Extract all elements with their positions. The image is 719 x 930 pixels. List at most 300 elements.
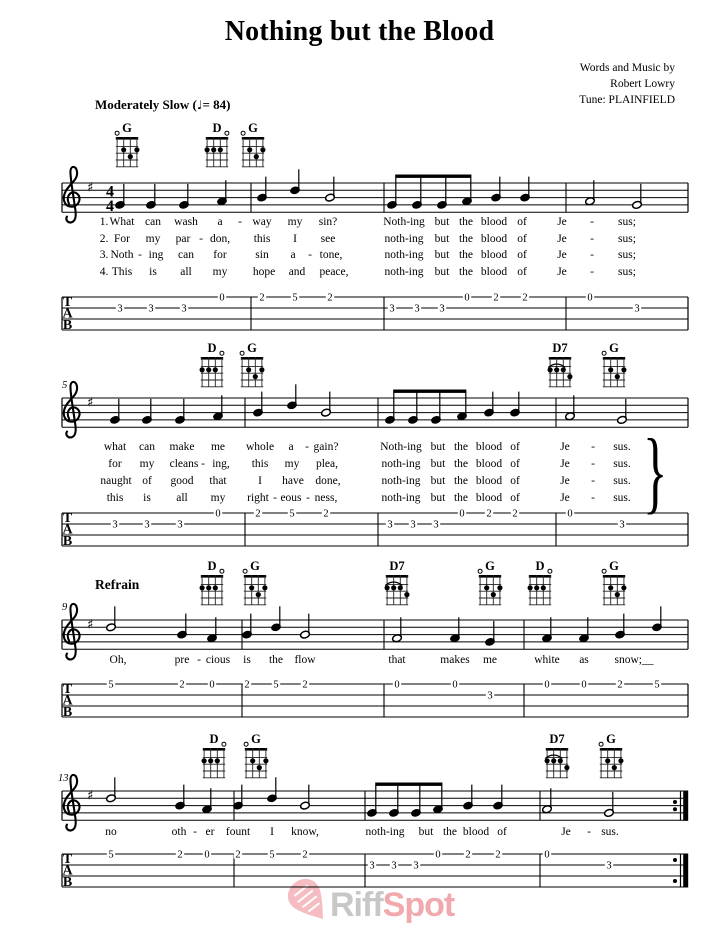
lyric-syllable: my [212, 266, 228, 278]
system-4 [62, 732, 688, 890]
tab-fret-number: 0 [544, 679, 550, 691]
chord-dot [551, 758, 556, 763]
chord-dot [605, 758, 610, 763]
lyric-syllable: gain? [313, 441, 339, 453]
chord-diagram-G [599, 732, 623, 778]
lyric-syllable: what [103, 441, 127, 453]
lyric-syllable: of [517, 266, 527, 278]
lyric-syllable: the [458, 266, 474, 278]
tab-letter-A: A [62, 522, 73, 538]
tab-fret-number: 0 [459, 508, 465, 520]
lyric-syllable: - [308, 249, 312, 261]
lyric-syllable: makes [440, 654, 470, 666]
tab-fret-number: 2 [495, 849, 501, 861]
chord-dot [385, 585, 390, 590]
tab-fret-number: 5 [108, 679, 114, 691]
note [300, 785, 311, 810]
chord-nut [201, 575, 223, 578]
note [367, 786, 378, 818]
chord-dot [259, 367, 264, 372]
chord-nut [206, 137, 228, 140]
lyric-syllable: Je [560, 475, 570, 487]
note [493, 785, 504, 810]
chord-diagram-G [240, 341, 264, 387]
credit-line-2: Robert Lowry [610, 78, 675, 90]
lyric-syllable: Oh, [109, 654, 127, 666]
lyric-syllable: but [434, 266, 450, 278]
chord-dot [254, 154, 259, 159]
tab-fret-number: 2 [522, 292, 528, 304]
chord-dot [263, 758, 268, 763]
open-string-marker [478, 569, 482, 573]
tab-letter-T: T [62, 295, 73, 310]
chord-diagram-D [200, 341, 224, 387]
lyric-syllable: - [306, 492, 310, 504]
lyric-syllable: fount [225, 826, 251, 838]
beam [375, 783, 442, 786]
repeat-dot [673, 858, 677, 862]
lyric-syllable: can [139, 441, 155, 453]
tab-letter-A: A [62, 306, 73, 322]
lyric-syllable: the [458, 249, 474, 261]
lyric-syllable: this [251, 458, 269, 470]
note [652, 606, 663, 631]
lyric-syllable: my [145, 233, 161, 245]
chord-diagram-D [200, 559, 224, 605]
tempo-label: Moderately Slow [95, 97, 190, 112]
note [271, 606, 282, 631]
lyric-syllable: - [138, 249, 142, 261]
lyric-syllable: of [517, 249, 527, 261]
chord-name-label: G [609, 341, 619, 355]
tab-fret-number: 5 [654, 679, 660, 691]
lyric-syllable: for [213, 249, 227, 261]
tab-fret-number: 2 [302, 679, 308, 691]
tab-fret-number: 2 [512, 508, 518, 520]
note [175, 399, 186, 424]
lyric-syllable: sin? [318, 216, 338, 228]
tab-fret-number: 2 [302, 849, 308, 861]
chord-dot [121, 147, 126, 152]
tab-letter-B: B [62, 874, 73, 890]
key-signature-sharp: ♯ [87, 180, 94, 196]
lyric-syllable: blood [475, 458, 503, 470]
chord-dot [548, 367, 553, 372]
open-string-marker [225, 131, 229, 135]
lyric-syllable: - [273, 492, 277, 504]
chord-dot [534, 585, 539, 590]
song-title: Nothing but the Blood [224, 16, 495, 47]
note [542, 617, 553, 642]
tab-fret-number: 3 [433, 519, 439, 531]
lyric-syllable: I [270, 826, 274, 838]
tab-letter-T: T [62, 852, 73, 867]
chord-dot [134, 147, 139, 152]
chord-dot [206, 367, 211, 372]
lyric-syllable: this [253, 233, 271, 245]
measure-number: 9 [62, 602, 68, 613]
lyric-syllable: but [418, 826, 434, 838]
final-thick-barline [683, 791, 688, 821]
lyric-syllable: sus. [613, 492, 631, 504]
note [542, 788, 553, 813]
time-signature-bottom: 4 [106, 198, 114, 215]
tab-fret-number: 2 [493, 292, 499, 304]
chord-dot [564, 765, 569, 770]
chord-dot [621, 585, 626, 590]
chord-dot [567, 374, 572, 379]
chord-dot [491, 592, 496, 597]
lyric-syllable: - [590, 233, 594, 245]
lyric-syllable: the [453, 492, 469, 504]
chord-nut [201, 357, 223, 360]
watermark-pick-icon [282, 873, 336, 930]
lyric-syllable: sus; [618, 266, 636, 278]
lyric-syllable: Je [557, 233, 567, 245]
lyric-syllable: - [591, 475, 595, 487]
lyric-syllable: - [590, 266, 594, 278]
note [115, 184, 126, 209]
lyric-syllable: flow [294, 654, 316, 666]
chord-nut [603, 357, 625, 360]
tab-fret-number: 0 [581, 679, 587, 691]
lyric-syllable: noth-ing [381, 475, 421, 487]
tab-letter-B: B [62, 317, 73, 333]
lyric-syllable: but [434, 249, 450, 261]
lyric-syllable: but [430, 475, 446, 487]
tab-letter-B: B [62, 704, 73, 720]
tab-fret-number: 3 [414, 303, 420, 315]
note [177, 614, 188, 639]
lyric-syllable: but [430, 441, 446, 453]
tab-fret-number: 2 [465, 849, 471, 861]
lyric-syllable: 1. [99, 216, 109, 228]
chord-diagram-G [602, 341, 626, 387]
open-string-marker [115, 131, 119, 135]
tab-fret-number: 2 [177, 849, 183, 861]
chord-dot [561, 367, 566, 372]
tab-staff [62, 292, 688, 333]
chord-dot [615, 592, 620, 597]
note [615, 614, 626, 639]
tempo-paren: ( [189, 97, 197, 112]
note [408, 393, 419, 425]
lyric-syllable: but [434, 216, 450, 228]
lyric-syllable: blood [480, 216, 508, 228]
chord-dot [206, 585, 211, 590]
note [106, 777, 117, 802]
note [106, 606, 117, 631]
key-signature-sharp: ♯ [87, 395, 94, 411]
lyric-syllable: wash [174, 216, 198, 228]
note [385, 393, 396, 425]
note [585, 180, 596, 205]
tab-staff [62, 849, 688, 890]
lyric-syllable: have [282, 475, 304, 487]
lyric-syllable: is [149, 266, 157, 278]
lyric-syllable: - [201, 458, 205, 470]
note [389, 786, 400, 818]
chord-dot [128, 154, 133, 159]
chord-diagram-G [243, 559, 267, 605]
lyric-syllable: and [288, 266, 306, 278]
lyric-syllable: done, [315, 475, 341, 487]
tab-fret-number: 3 [391, 860, 397, 872]
lyric-syllable: the [453, 475, 469, 487]
lyric-syllable: a [217, 216, 223, 228]
open-string-marker [602, 351, 606, 355]
tab-fret-number: 2 [617, 679, 623, 691]
chord-diagram-D [205, 121, 229, 167]
open-string-marker [240, 351, 244, 355]
chord-name-label: G [606, 732, 616, 746]
lyric-syllable: of [510, 475, 520, 487]
tab-fret-number: 2 [235, 849, 241, 861]
lyric-syllable: the [268, 654, 284, 666]
chord-dot [256, 592, 261, 597]
chord-dot [608, 367, 613, 372]
chord-diagram-G [115, 121, 139, 167]
tab-fret-number: 0 [435, 849, 441, 861]
staff [62, 604, 688, 659]
tab-fret-number: 0 [587, 292, 593, 304]
lyric-syllable: - [590, 216, 594, 228]
note [142, 399, 153, 424]
tab-fret-number: 5 [108, 849, 114, 861]
note [412, 178, 423, 210]
lyric-syllable: plea, [315, 458, 339, 470]
chord-dot [257, 765, 262, 770]
staff [62, 167, 688, 222]
chord-name-label: D7 [389, 559, 405, 573]
lyric-syllable: can [178, 249, 194, 261]
lyric-syllable: cious [205, 654, 231, 666]
open-string-marker [244, 742, 248, 746]
tab-fret-number: 2 [244, 679, 250, 691]
lyric-syllable: see [320, 233, 336, 245]
lyric-syllable: whole [245, 441, 275, 453]
lyric-syllable: no [105, 826, 117, 838]
lyric-syllable: the [442, 826, 458, 838]
lyric-syllable: blood [480, 249, 508, 261]
lyric-syllable: I [293, 233, 297, 245]
lyric-syllable: noth-ing [384, 233, 424, 245]
note [437, 178, 448, 210]
lyric-syllable: eous [280, 492, 302, 504]
lyric-syllable: of [517, 216, 527, 228]
chord-dot [554, 367, 559, 372]
lyric-syllable: - [591, 492, 595, 504]
lyric-syllable: know, [291, 826, 319, 838]
lyric-syllable: of [510, 458, 520, 470]
open-string-marker [220, 351, 224, 355]
chord-diagram-D [202, 732, 226, 778]
lyric-syllable: noth-ing [365, 826, 405, 838]
lyric-syllable: er [205, 826, 215, 838]
tab-staff [62, 508, 688, 549]
chord-name-label: G [485, 559, 495, 573]
lyric-syllable: make [169, 441, 195, 453]
tab-fret-number: 0 [464, 292, 470, 304]
chord-dot [200, 367, 205, 372]
lyric-syllable: sus. [601, 826, 619, 838]
chord-name-label: D [535, 559, 545, 573]
credit-line-3: Tune: PLAINFIELD [579, 94, 675, 106]
chord-dot [618, 758, 623, 763]
chord-nut [245, 748, 267, 751]
lyric-syllable: that [388, 654, 406, 666]
chord-dot [558, 758, 563, 763]
chord-dot [398, 585, 403, 590]
note [484, 392, 495, 417]
measure-number: 13 [58, 773, 69, 784]
lyric-syllable: a [288, 441, 294, 453]
note [463, 785, 474, 810]
tab-fret-number: 0 [567, 508, 573, 520]
chord-nut [549, 357, 571, 360]
lyric-syllable: - [199, 233, 203, 245]
credits-block [579, 60, 675, 108]
lyric-syllable: blood [475, 475, 503, 487]
tab-fret-number: 5 [289, 508, 295, 520]
key-signature-sharp: ♯ [87, 788, 94, 804]
chord-diagram-D7 [385, 559, 410, 605]
open-string-marker [222, 742, 226, 746]
lyric-syllable: but [430, 492, 446, 504]
final-thick-barline [683, 854, 688, 888]
tab-fret-number: 3 [177, 519, 183, 531]
tab-fret-number: 5 [273, 679, 279, 691]
chord-nut [386, 575, 408, 578]
tab-fret-number: 5 [269, 849, 275, 861]
open-string-marker [241, 131, 245, 135]
chord-dot [200, 585, 205, 590]
chord-dot [208, 758, 213, 763]
open-string-marker [599, 742, 603, 746]
tab-fret-number: 3 [148, 303, 154, 315]
tab-fret-number: 3 [413, 860, 419, 872]
lyric-syllable: noth-ing [384, 266, 424, 278]
open-string-marker [548, 569, 552, 573]
lyric-syllable: Noth [110, 249, 134, 261]
note [565, 395, 576, 420]
chord-dot [612, 765, 617, 770]
lyric-syllable: Noth-ing [380, 441, 422, 453]
note [579, 617, 590, 642]
lyric-syllable: Je [560, 492, 570, 504]
lyric-syllable: Je [557, 266, 567, 278]
chord-name-label: D [207, 341, 217, 355]
tab-letter-A: A [62, 693, 73, 709]
chord-name-label: D [209, 732, 219, 746]
tab-fret-number: 0 [544, 849, 550, 861]
tab-fret-number: 3 [117, 303, 123, 315]
chord-nut [529, 575, 551, 578]
lyric-syllable: cleans [169, 458, 199, 470]
note [520, 177, 531, 202]
tab-fret-number: 0 [394, 679, 400, 691]
lyric-syllable: don, [209, 233, 231, 245]
chord-dot [213, 585, 218, 590]
lyric-syllable: blood [475, 441, 503, 453]
note [411, 786, 422, 818]
chord-dot [541, 585, 546, 590]
note [457, 393, 468, 421]
lyric-syllable: What [109, 216, 135, 228]
lyric-syllable: my [210, 492, 226, 504]
lyric-syllable: naught [100, 475, 132, 487]
lyric-syllable: noth-ing [381, 492, 421, 504]
lyric-syllable: a [290, 249, 296, 261]
lyric-syllable: 2. [99, 233, 109, 245]
quarter-note-icon: ♩ [196, 98, 203, 112]
tab-fret-number: 2 [259, 292, 265, 304]
chord-diagram-G [602, 559, 626, 605]
lyric-syllable: can [145, 216, 161, 228]
chord-name-label: G [122, 121, 132, 135]
lyric-syllable: of [142, 475, 152, 487]
tab-fret-number: 3 [112, 519, 118, 531]
tab-staff [62, 679, 688, 720]
lyric-syllable: - [238, 216, 242, 228]
tab-fret-number: 3 [369, 860, 375, 872]
lyric-syllable: but [434, 233, 450, 245]
tab-fret-number: 2 [179, 679, 185, 691]
lyric-syllable: this [106, 492, 124, 504]
chord-dot [215, 758, 220, 763]
lyric-syllable: me [482, 654, 498, 666]
lyric-syllable: ing, [212, 458, 230, 470]
tab-fret-number: 3 [181, 303, 187, 315]
lyric-syllable: is [243, 654, 251, 666]
lyric-syllable: way [252, 216, 272, 228]
lyric-syllable: pre [174, 654, 190, 666]
chord-diagram-D7 [548, 341, 573, 387]
lyric-syllable: all [176, 492, 188, 504]
key-signature-sharp: ♯ [87, 617, 94, 633]
lyric-syllable: tone, [319, 249, 343, 261]
chord-nut [203, 748, 225, 751]
lyric-syllable: all [180, 266, 192, 278]
chord-name-label: G [251, 732, 261, 746]
tab-fret-number: 2 [327, 292, 333, 304]
note [325, 177, 336, 202]
staff [62, 382, 688, 437]
chord-dot [218, 147, 223, 152]
chord-nut [242, 137, 264, 140]
chord-dot [260, 147, 265, 152]
note [431, 393, 442, 425]
watermark-text: RiffSpot [330, 886, 455, 924]
chord-dot [253, 374, 258, 379]
lyric-syllable: but [430, 458, 446, 470]
chord-diagram-D7 [545, 732, 570, 778]
chord-dot [545, 758, 550, 763]
lyric-syllable: as [579, 654, 589, 666]
tab-fret-number: 3 [619, 519, 625, 531]
note [617, 399, 628, 424]
lyric-syllable: Je [561, 826, 571, 838]
watermark-logo [282, 873, 455, 930]
lyric-syllable: This [111, 266, 133, 278]
lyric-syllable: peace, [319, 266, 349, 278]
note [290, 169, 301, 194]
chord-diagram-G [241, 121, 265, 167]
lyric-syllable: the [453, 458, 469, 470]
chord-dot [608, 585, 613, 590]
note [175, 785, 186, 810]
lyric-syllable: Je [560, 441, 570, 453]
